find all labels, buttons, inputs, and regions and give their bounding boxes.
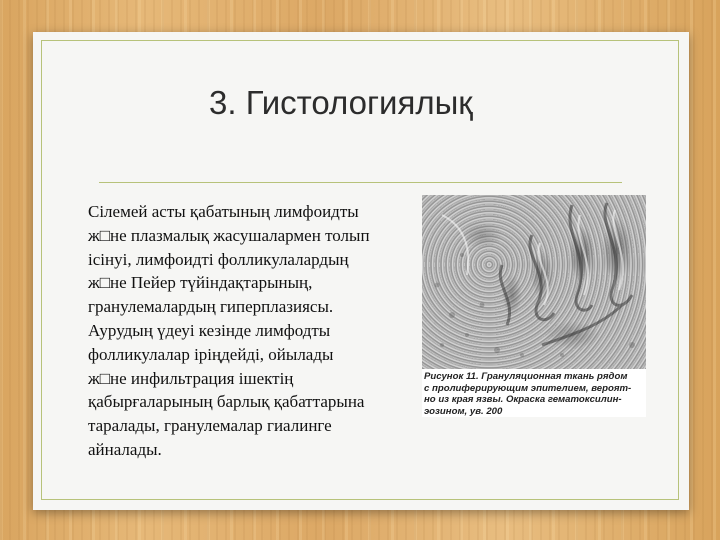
figure-caption: Рисунок 11. Грануляционная ткань рядом с пролиферирующим эпителием, вероят- но из края язвы. Окраска гематоксилин- эозином, ув. 200: [424, 371, 632, 417]
slide-title: 3. Гистологиялық: [209, 84, 473, 121]
micrograph-texture: [422, 195, 646, 369]
title-divider: [99, 182, 622, 183]
slide: [33, 32, 689, 510]
body-text: Сілемей асты қабатының лимфоидты ж□не плазмалық жасушалармен толып ісінуі, лимфоидті фолликулалардың ж□не Пейер түйіндақтарының, гранулемалардың гиперплазиясы. Аурудың үдеуі кезінде лимфодты фолликулалар іріңдейді, ойылады ж□не инфильтрация ішектің қабырғаларының барлық қабаттарына таралады, гранулемалар гиалинге айналады.: [88, 202, 370, 459]
micrograph-image: [422, 195, 646, 369]
histology-figure: [422, 195, 646, 417]
